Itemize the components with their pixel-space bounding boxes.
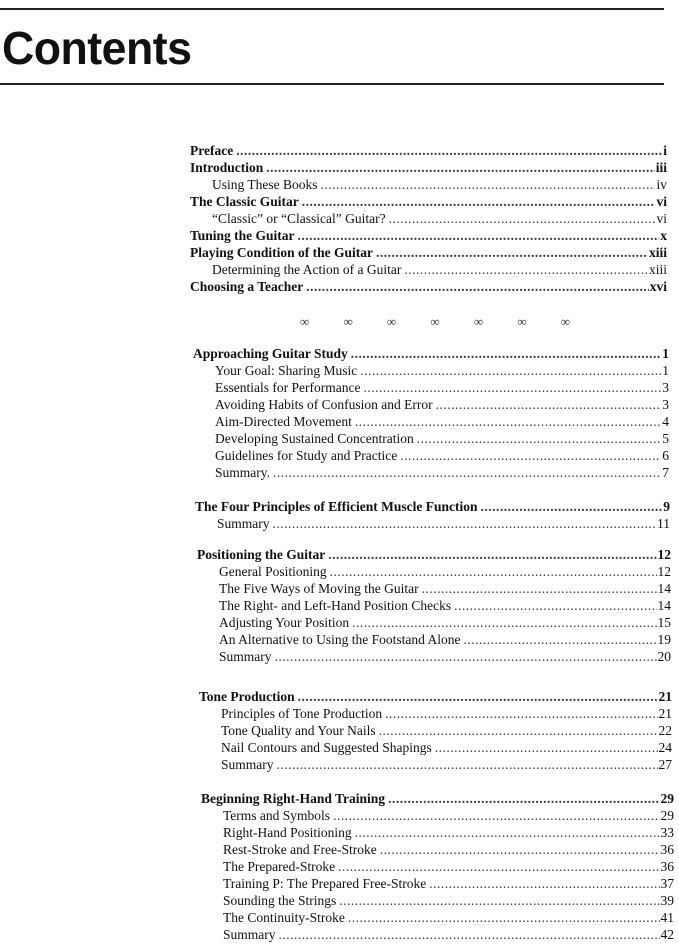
- entry-title: Summary: [223, 927, 276, 942]
- dot-leader: [379, 722, 658, 739]
- entry-title: Guidelines for Study and Practice: [215, 448, 398, 463]
- infinity-ornament: ∞: [386, 314, 397, 329]
- page-number: vi: [656, 211, 667, 226]
- toc-subentry: [197, 631, 671, 648]
- entry-title: Preface: [190, 143, 234, 158]
- page-number: 36: [660, 842, 674, 857]
- page-number: 11: [657, 516, 670, 531]
- page-number: 20: [657, 649, 671, 664]
- entry-title: Rest-Stroke and Free-Stroke: [223, 842, 377, 857]
- page-number: 21: [658, 706, 672, 721]
- entry-title: The Continuity-Stroke: [223, 910, 345, 925]
- entry-title: The Four Principles of Efficient Muscle Function: [195, 499, 478, 514]
- toc-entry: [199, 688, 672, 705]
- toc-subentry: [193, 413, 669, 430]
- entry-title: Introduction: [190, 160, 264, 175]
- dot-leader: [355, 824, 660, 841]
- page-number: iii: [655, 160, 667, 175]
- page-number: i: [663, 143, 667, 158]
- dot-leader: [321, 176, 656, 193]
- entry-title: Principles of Tone Production: [221, 706, 383, 721]
- page-number: 5: [662, 431, 669, 446]
- dot-leader: [352, 614, 656, 631]
- dot-leader: [355, 413, 661, 430]
- infinity-ornament: ∞: [430, 314, 440, 329]
- dot-leader: [363, 379, 661, 396]
- infinity-ornament: ∞: [560, 314, 570, 329]
- toc-entry: [201, 790, 674, 807]
- title-underline: [0, 83, 664, 85]
- page-number: 7: [662, 465, 669, 480]
- toc-subentry: [199, 739, 672, 756]
- toc-subentry: [201, 926, 674, 943]
- page-number: 6: [662, 448, 669, 463]
- dot-leader: [429, 875, 659, 892]
- toc-subentry: [193, 379, 669, 396]
- dot-leader: [422, 580, 657, 597]
- toc-subentry: [190, 261, 667, 278]
- dot-leader: [385, 705, 657, 722]
- entry-title: Your Goal: Sharing Music: [215, 363, 358, 378]
- toc-subentry: [201, 909, 674, 926]
- toc-subentry: [193, 447, 669, 464]
- page-number: 19: [657, 632, 671, 647]
- page-number: xvi: [649, 279, 667, 294]
- page-number: iv: [656, 177, 667, 192]
- entry-title: The Prepared-Stroke: [223, 859, 336, 874]
- dot-leader: [338, 858, 659, 875]
- toc-subentry: [201, 824, 674, 841]
- dot-leader: [273, 515, 657, 532]
- page-number: 3: [662, 397, 669, 412]
- toc-subentry: [190, 210, 667, 227]
- toc-entry: [190, 159, 667, 176]
- dot-leader: [328, 546, 656, 563]
- chapter-block: [199, 688, 672, 773]
- dot-leader: [376, 244, 648, 261]
- toc-subentry: [193, 362, 669, 379]
- entry-title: Aim-Directed Movement: [215, 414, 352, 429]
- entry-title: The Right- and Left-Hand Position Checks: [219, 598, 452, 613]
- entry-title: Essentials for Performance: [215, 380, 361, 395]
- entry-title: Terms and Symbols: [223, 808, 331, 823]
- page-number: 12: [657, 547, 671, 562]
- dot-leader: [360, 362, 661, 379]
- page-number: 29: [660, 791, 674, 806]
- entry-title: Approaching Guitar Study: [193, 346, 348, 361]
- entry-title: Developing Sustained Concentration: [215, 431, 414, 446]
- dot-leader: [417, 430, 662, 447]
- toc-subentry: [201, 892, 674, 909]
- page-number: xiii: [648, 262, 667, 277]
- page-number: 27: [658, 757, 672, 772]
- toc-subentry: [197, 563, 671, 580]
- page-number: 4: [662, 414, 669, 429]
- dot-leader: [480, 498, 662, 515]
- entry-title: Tuning the Guitar: [190, 228, 295, 243]
- toc-entry: [190, 227, 667, 244]
- entry-title: Nail Contours and Suggested Shapings: [221, 740, 432, 755]
- entry-title: The Classic Guitar: [190, 194, 299, 209]
- toc-subentry: [197, 597, 671, 614]
- chapter-block: [195, 498, 670, 532]
- chapter-block: [201, 790, 674, 943]
- infinity-ornament: ∞: [517, 314, 527, 329]
- entry-title: The Five Ways of Moving the Guitar: [219, 581, 419, 596]
- entry-title: Playing Condition of the Guitar: [190, 245, 374, 260]
- toc-subentry: [197, 648, 671, 665]
- infinity-ornament: ∞: [300, 314, 310, 329]
- toc-subentry: [195, 515, 670, 532]
- toc-entry: [197, 546, 671, 563]
- page-number: 21: [658, 689, 672, 704]
- dot-leader: [333, 807, 659, 824]
- toc-subentry: [190, 176, 667, 193]
- page-title: Contents: [2, 22, 192, 74]
- entry-title: Using These Books: [212, 177, 318, 192]
- page-number: 29: [660, 808, 674, 823]
- entry-title: Positioning the Guitar: [197, 547, 326, 562]
- chapter-block: [197, 546, 671, 665]
- dot-leader: [279, 926, 660, 943]
- page-number: 12: [657, 564, 671, 579]
- page-number: 22: [658, 723, 672, 738]
- entry-title: Summary: [219, 649, 272, 664]
- toc-entry: [193, 345, 669, 362]
- page-number: vi: [656, 194, 667, 209]
- dot-leader: [351, 345, 661, 362]
- toc-subentry: [201, 875, 674, 892]
- toc-entry: [190, 244, 667, 261]
- entry-title: Tone Production: [199, 689, 295, 704]
- toc-subentry: [197, 614, 671, 631]
- dot-leader: [454, 597, 656, 614]
- toc-subentry: [193, 464, 669, 481]
- entry-title: Determining the Action of a Guitar: [212, 262, 402, 277]
- entry-title: Tone Quality and Your Nails: [221, 723, 376, 738]
- entry-title: Adjusting Your Position: [219, 615, 350, 630]
- entry-title: Training P: The Prepared Free-Stroke: [223, 876, 427, 891]
- page-number: 15: [657, 615, 671, 630]
- dot-leader: [275, 648, 657, 665]
- toc-subentry: [193, 396, 669, 413]
- dot-leader: [277, 756, 658, 773]
- page-number: 42: [660, 927, 674, 942]
- toc-subentry: [193, 430, 669, 447]
- dot-leader: [330, 563, 657, 580]
- entry-title: General Positioning: [219, 564, 327, 579]
- dot-leader: [389, 210, 656, 227]
- entry-title: Beginning Right-Hand Training: [201, 791, 386, 806]
- entry-title: An Alternative to Using the Footstand Alone: [219, 632, 461, 647]
- dot-leader: [400, 447, 661, 464]
- page-number: 33: [660, 825, 674, 840]
- toc-subentry: [197, 580, 671, 597]
- page-number: 3: [662, 380, 669, 395]
- toc-subentry: [199, 722, 672, 739]
- chapter-block: [193, 345, 669, 481]
- infinity-ornament: ∞: [343, 314, 353, 329]
- page-number: 24: [658, 740, 672, 755]
- page-number: x: [660, 228, 667, 243]
- toc-entry: [190, 142, 667, 159]
- dot-leader: [436, 396, 662, 413]
- dot-leader: [273, 464, 661, 481]
- dot-leader: [306, 278, 648, 295]
- section-divider-ornament: [300, 314, 570, 330]
- entry-title: Summary: [221, 757, 274, 772]
- dot-leader: [266, 159, 654, 176]
- toc-entry: [190, 193, 667, 210]
- dot-leader: [236, 142, 662, 159]
- dot-leader: [348, 909, 660, 926]
- toc-subentry: [201, 858, 674, 875]
- infinity-ornament: ∞: [473, 314, 484, 329]
- entry-title: Choosing a Teacher: [190, 279, 304, 294]
- page-number: 37: [660, 876, 674, 891]
- dot-leader: [302, 193, 656, 210]
- toc-entry: [190, 278, 667, 295]
- dot-leader: [339, 892, 659, 909]
- top-rule: [0, 8, 664, 10]
- entry-title: Summary: [217, 516, 270, 531]
- entry-title: Right-Hand Positioning: [223, 825, 352, 840]
- dot-leader: [298, 688, 658, 705]
- dot-leader: [463, 631, 656, 648]
- page-number: xiii: [648, 245, 667, 260]
- page-number: 39: [660, 893, 674, 908]
- dot-leader: [435, 739, 658, 756]
- dot-leader: [380, 841, 660, 858]
- toc-entry: [195, 498, 670, 515]
- dot-leader: [388, 790, 659, 807]
- entry-title: “Classic” or “Classical” Guitar?: [212, 211, 386, 226]
- toc-subentry: [201, 807, 674, 824]
- page-number: 1: [662, 363, 669, 378]
- entry-title: Sounding the Strings: [223, 893, 337, 908]
- front-matter-list: [190, 142, 667, 295]
- dot-leader: [298, 227, 660, 244]
- toc-subentry: [199, 705, 672, 722]
- toc-subentry: [201, 841, 674, 858]
- entry-title: Summary.: [215, 465, 270, 480]
- page-number: 14: [657, 581, 671, 596]
- page-number: 41: [660, 910, 674, 925]
- entry-title: Avoiding Habits of Confusion and Error: [215, 397, 433, 412]
- toc-subentry: [199, 756, 672, 773]
- page-number: 9: [663, 499, 670, 514]
- page-number: 1: [662, 346, 669, 361]
- dot-leader: [404, 261, 648, 278]
- page-number: 36: [660, 859, 674, 874]
- page-number: 14: [657, 598, 671, 613]
